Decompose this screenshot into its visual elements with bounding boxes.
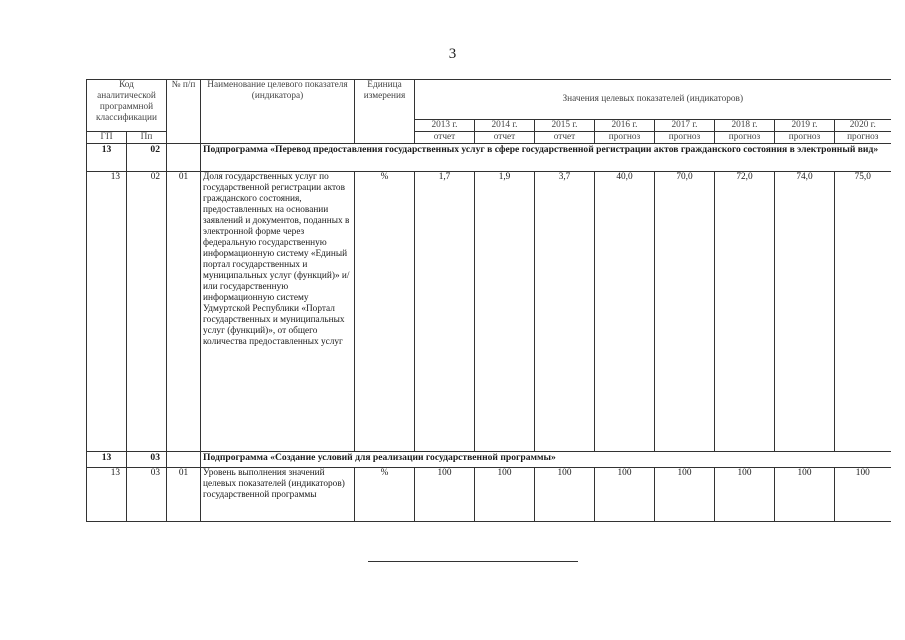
type-cell: отчет [535, 132, 595, 144]
indicator-value: 100 [715, 468, 775, 522]
unit-header: Единица измерения [355, 80, 415, 144]
indicator-name: Уровень выполнения значений целевых показателей (индикаторов) государственной программы [201, 468, 355, 522]
indicator-num: 01 [167, 172, 201, 452]
type-cell: прогноз [655, 132, 715, 144]
subprogram-row [87, 452, 891, 468]
type-cell: прогноз [775, 132, 835, 144]
indicator-row [87, 468, 891, 522]
year-cell: 2016 г. [595, 120, 655, 132]
type-cell: отчет [415, 132, 475, 144]
type-cell: прогноз [835, 132, 891, 144]
pp-code: 03 [127, 468, 167, 522]
indicator-value: 100 [535, 468, 595, 522]
num-header: № п/п [167, 80, 201, 144]
indicator-unit: % [355, 468, 415, 522]
indicator-value: 3,7 [535, 172, 595, 452]
gp-code: 13 [87, 172, 127, 452]
subprogram-row [87, 144, 891, 172]
gp-code: 13 [87, 452, 127, 468]
indicator-value: 100 [595, 468, 655, 522]
pp-code: 03 [127, 452, 167, 468]
indicator-value: 1,9 [475, 172, 535, 452]
page-number: 3 [448, 46, 457, 62]
indicator-unit: % [355, 172, 415, 452]
pp-code: 02 [127, 144, 167, 172]
gp-code: 13 [87, 468, 127, 522]
indicator-value: 100 [415, 468, 475, 522]
year-cell: 2014 г. [475, 120, 535, 132]
year-cell: 2019 г. [775, 120, 835, 132]
gp-code: 13 [87, 144, 127, 172]
year-cell: 2013 г. [415, 120, 475, 132]
indicator-value: 100 [775, 468, 835, 522]
subprogram-title: Подпрограмма «Создание условий для реализации государственной программы» [201, 452, 891, 468]
indicator-value: 72,0 [715, 172, 775, 452]
indicator-value: 40,0 [595, 172, 655, 452]
indicator-value: 75,0 [835, 172, 891, 452]
type-cell: прогноз [595, 132, 655, 144]
name-header: Наименование целевого показателя (индикатора) [201, 80, 355, 144]
indicator-value: 74,0 [775, 172, 835, 452]
type-cell: прогноз [715, 132, 775, 144]
gp-header: ГП [87, 132, 127, 144]
year-cell: 2017 г. [655, 120, 715, 132]
indicator-value: 100 [475, 468, 535, 522]
pp-header: Пп [127, 132, 167, 144]
indicator-value: 100 [835, 468, 891, 522]
indicator-row [87, 172, 891, 452]
indicator-value: 70,0 [655, 172, 715, 452]
indicator-name: Доля государственных услуг по государственной регистрации актов гражданского состояния, предоставленных на основании заявлений и документов, поданных в электронной форме через федеральную государственную информационную систему «Единый портал государственных и муниципальных услуг (функций)» и/или государственную информационную систему Удмуртской Республики «Портал государственных и муниципальных услуг (функций)», от общего количества предоставленных услуг [201, 172, 355, 452]
footnote-separator [368, 561, 578, 562]
type-cell: отчет [475, 132, 535, 144]
year-cell: 2018 г. [715, 120, 775, 132]
year-cell: 2015 г. [535, 120, 595, 132]
year-cell: 2020 г. [835, 120, 891, 132]
indicator-value: 1,7 [415, 172, 475, 452]
header-row-1 [87, 80, 891, 120]
subprogram-title: Подпрограмма «Перевод предоставления государственных услуг в сфере государственной регистрации актов гражданского состояния в электронный вид» [201, 144, 891, 172]
indicator-value: 100 [655, 468, 715, 522]
pp-code: 02 [127, 172, 167, 452]
indicators-table [86, 79, 891, 522]
indicator-num: 01 [167, 468, 201, 522]
values-header: Значения целевых показателей (индикаторов) [415, 80, 891, 120]
code-header: Код аналитической программной классификации [87, 80, 167, 132]
